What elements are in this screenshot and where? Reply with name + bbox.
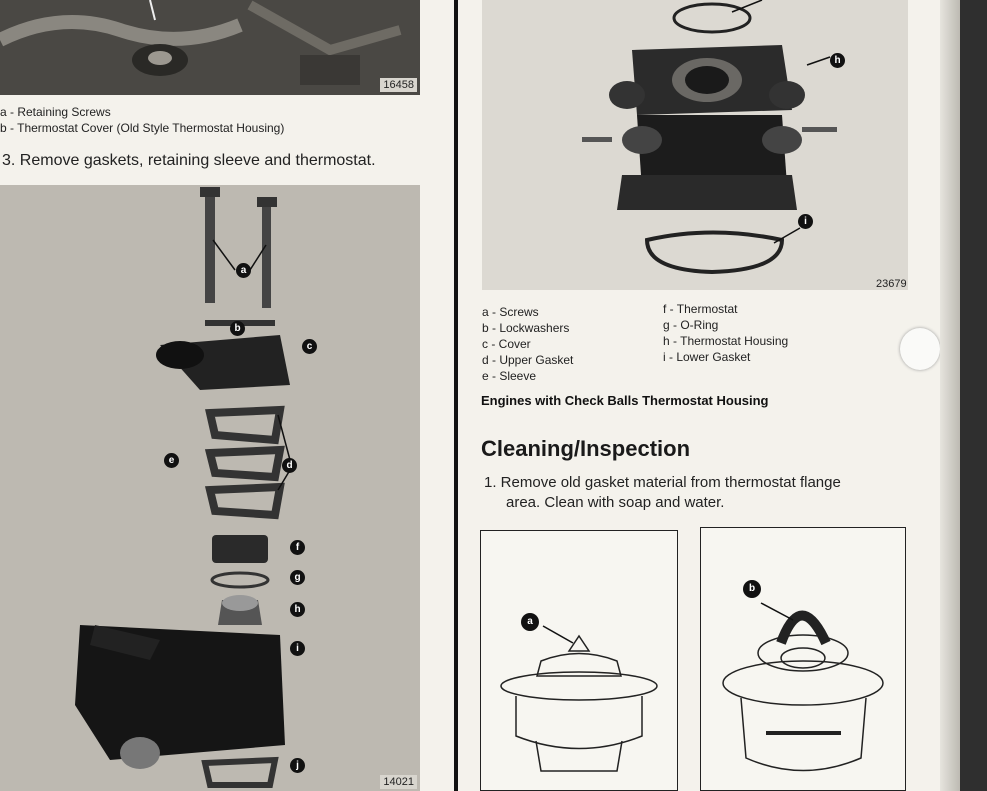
callout-b: b <box>230 321 245 336</box>
figure-number: 23679 <box>876 278 907 290</box>
engine-photo-art <box>0 0 420 95</box>
hole-punch-mark <box>900 328 940 370</box>
legend-i: i - Lower Gasket <box>663 350 751 364</box>
thermostat-diagram-a <box>480 530 678 791</box>
callout-i: i <box>798 214 813 229</box>
figure-number: 16458 <box>380 78 417 92</box>
legend-b: b - Lockwashers <box>482 321 570 335</box>
step-3-instruction: 3. Remove gaskets, retaining sleeve and thermostat. <box>2 152 376 169</box>
column-divider <box>454 0 458 791</box>
callout-a: a <box>236 263 251 278</box>
section-heading: Cleaning/Inspection <box>481 436 691 461</box>
legend-g: g - O-Ring <box>663 318 719 332</box>
caption-a: a - Retaining Screws <box>0 105 111 119</box>
callout-b: b <box>743 580 761 598</box>
thermostat-b-art <box>701 528 905 790</box>
legend-f: f - Thermostat <box>663 302 738 316</box>
page-edge-shadow <box>940 0 960 791</box>
callout-f: f <box>290 540 305 555</box>
figure-title: Engines with Check Balls Thermostat Housing <box>481 393 769 408</box>
callout-h: h <box>290 602 305 617</box>
callout-i: i <box>290 641 305 656</box>
step-1-line-1: 1. Remove old gasket material from thermostat flange <box>484 474 841 491</box>
figure-number: 14021 <box>380 775 417 789</box>
engine-photo <box>0 0 420 95</box>
caption-b: b - Thermostat Cover (Old Style Thermostat Housing) <box>0 121 285 135</box>
thermostat-diagram-b <box>700 527 906 791</box>
callout-c: c <box>302 339 317 354</box>
callout-e: e <box>164 453 179 468</box>
callout-g: g <box>290 570 305 585</box>
callout-j: j <box>290 758 305 773</box>
callout-d: d <box>282 458 297 473</box>
callout-h: h <box>830 53 845 68</box>
thermostat-housing-photo <box>482 0 908 290</box>
callout-a: a <box>521 613 539 631</box>
legend-d: d - Upper Gasket <box>482 353 574 367</box>
legend-h: h - Thermostat Housing <box>663 334 789 348</box>
legend-c: c - Cover <box>482 337 531 351</box>
book-binding <box>960 0 987 791</box>
thermostat-a-art <box>481 531 677 790</box>
exploded-view-art <box>0 185 420 791</box>
step-1-line-2: area. Clean with soap and water. <box>506 494 725 511</box>
exploded-view-photo <box>0 185 420 791</box>
legend-a: a - Screws <box>482 305 539 319</box>
legend-e: e - Sleeve <box>482 369 537 383</box>
thermostat-housing-art <box>482 0 908 290</box>
